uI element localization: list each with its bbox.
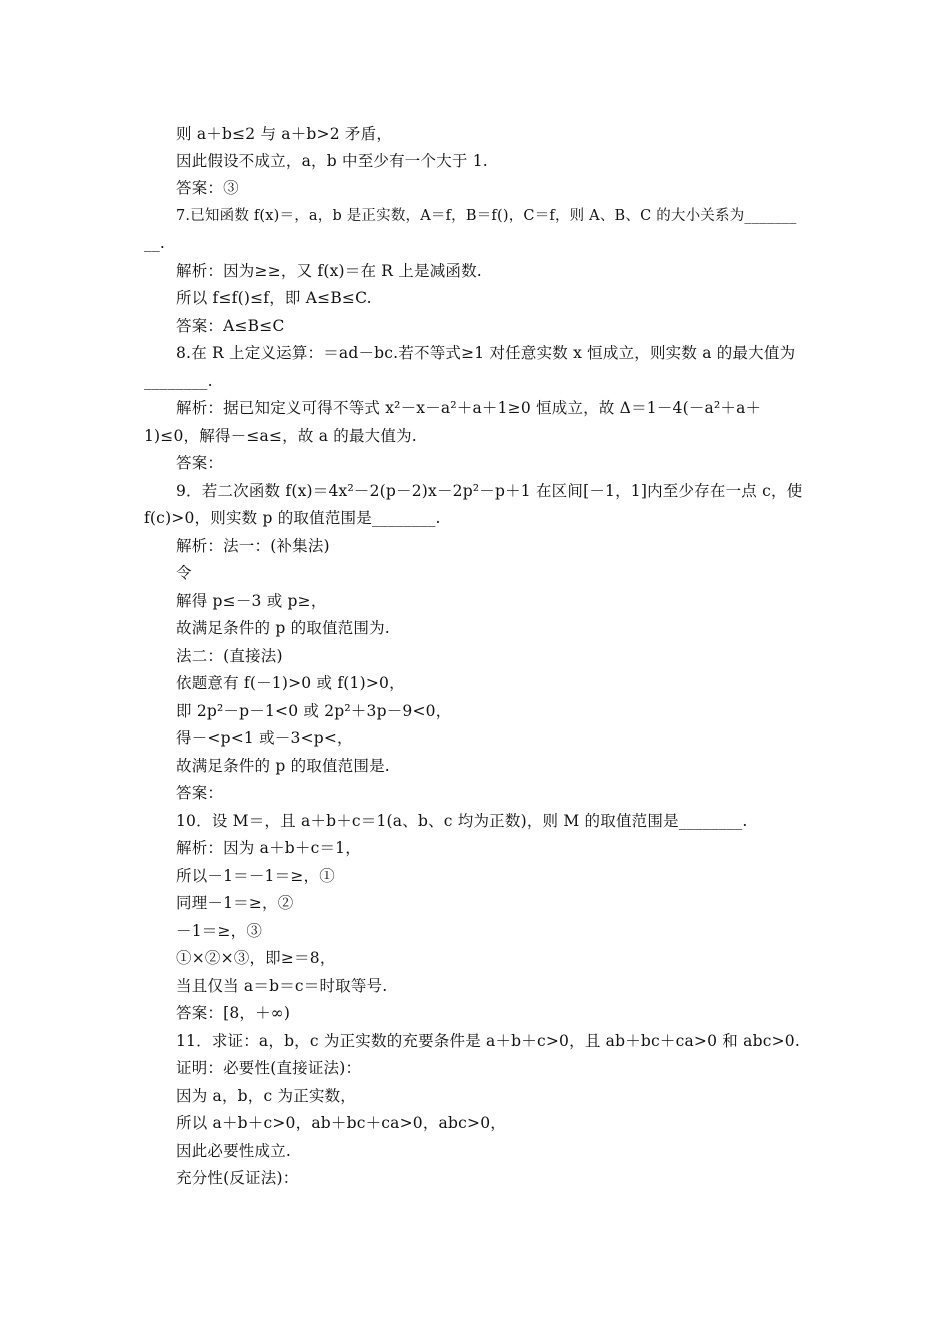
- text-line: 即 2p²－p－1<0 或 2p²＋3p－9<0，: [176, 702, 452, 720]
- text-line: －1＝≥，③: [176, 922, 263, 940]
- text-line: 因此必要性成立.: [176, 1142, 292, 1160]
- question-9-line: 9．若二次函数 f(x)＝4x²－2(p－2)x－2p²－p＋1 在区间[－1，1]内至少存在一点 c，使: [176, 482, 803, 500]
- text-line: f(c)>0，则实数 p 的取值范围是________.: [144, 509, 441, 527]
- text-line: 同理－1＝≥，②: [176, 894, 294, 912]
- text-line: 解得 p≤－3 或 p≥，: [176, 592, 327, 610]
- text-line: 1)≤0，解得－≤a≤，故 a 的最大值为.: [144, 427, 417, 445]
- text-line: 当且仅当 a＝b＝c＝时取等号.: [176, 977, 388, 995]
- text-line: 答案：③: [176, 179, 239, 197]
- answer-line: 答案：[8，＋∞): [176, 1004, 291, 1022]
- text-line: 因为 a，b，c 为正实数，: [176, 1087, 356, 1105]
- text-line: 依题意有 f(－1)>0 或 f(1)>0，: [176, 674, 405, 692]
- question-10-line: 10．设 M＝，且 a＋b＋c＝1(a、b、c 均为正数)，则 M 的取值范围是________.: [176, 812, 748, 830]
- text-line: 解析：因为 a＋b＋c＝1，: [176, 839, 361, 857]
- text-line: 所以－1＝－1＝≥，①: [176, 867, 335, 885]
- text-line: 所以 a＋b＋c>0，ab＋bc＋ca>0，abc>0，: [176, 1114, 506, 1132]
- text-line: 解析：因为≥≥，又 f(x)＝在 R 上是减函数.: [176, 262, 482, 280]
- text-line: 解析：据已知定义可得不等式 x²－x－a²＋a＋1≥0 恒成立，故 Δ＝1－4(－a²＋a＋: [176, 399, 762, 417]
- text-line: 充分性(反证法)：: [176, 1169, 299, 1187]
- answer-line: 答案：: [176, 784, 224, 802]
- answer-line: 答案：A≤B≤C: [176, 317, 285, 335]
- answer-line: 答案：: [176, 454, 224, 472]
- text-line: 故满足条件的 p 的取值范围是.: [176, 757, 390, 775]
- text-line: ________.: [144, 372, 213, 390]
- text-line: 则 a＋b≤2 与 a＋b>2 矛盾，: [176, 125, 393, 143]
- text-line: 因此假设不成立，a，b 中至少有一个大于 1.: [176, 152, 488, 170]
- question-11-line: 11．求证：a，b，c 为正实数的充要条件是 a＋b＋c>0，且 ab＋bc＋ca>0 和 abc>0.: [176, 1032, 800, 1050]
- text-line: 得－<p<1 或－3<p<，: [176, 729, 353, 747]
- text-line: 所以 f≤f()≤f，即 A≤B≤C.: [176, 289, 372, 307]
- text-line: 令: [176, 564, 192, 582]
- text-line: ①×②×③，即≥＝8，: [176, 949, 336, 967]
- question-8-line: 8.在 R 上定义运算：＝ad－bc.若不等式≥1 对任意实数 x 恒成立，则实数 a 的最大值为: [176, 344, 796, 362]
- text-line: 解析：法一：(补集法): [176, 537, 330, 555]
- question-7-line: 7.已知函数 f(x)＝，a，b 是正实数，A＝f，B＝f()，C＝f，则 A、B、C 的大小关系为_______: [176, 208, 797, 224]
- text-line: 证明：必要性(直接证法)：: [176, 1059, 362, 1077]
- text-line: 法二：(直接法): [176, 647, 283, 665]
- text-line: 故满足条件的 p 的取值范围为.: [176, 619, 390, 637]
- text-line: __.: [144, 234, 166, 252]
